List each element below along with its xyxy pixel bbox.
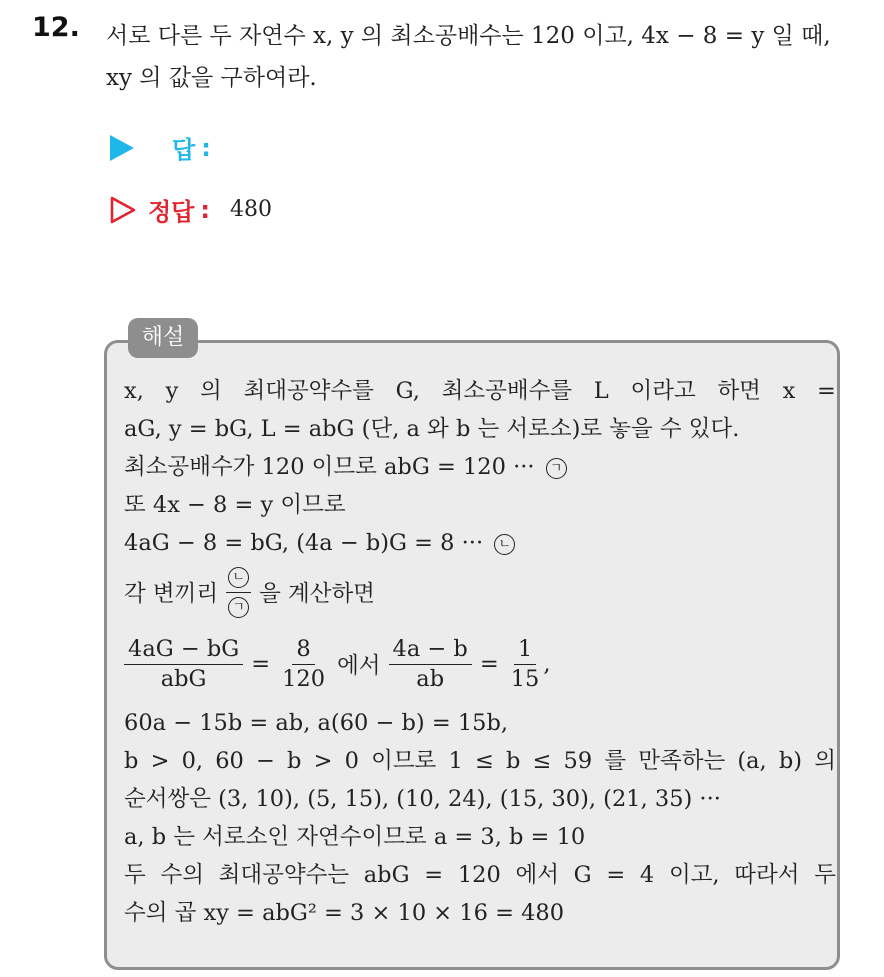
problem-text (106, 15, 876, 99)
solution-word: 만족하는 (638, 748, 726, 774)
problem-line-1: 서로 다른 두 자연수 x, y 의 최소공배수는 120 이고, 4x − 8 = y 일 때, (106, 23, 831, 49)
fraction-1-numerator: 4aG − bG (124, 637, 243, 665)
circled-nieun-marker: ㄴ (494, 534, 515, 555)
solution-line-3 (124, 448, 836, 486)
equals-sign: = (479, 651, 499, 677)
fraction-2-numerator: 8 (292, 637, 314, 665)
solution-word: x (782, 378, 796, 404)
solution-word: b (505, 748, 521, 774)
fraction-2 (278, 637, 329, 692)
solution-word: 120 (457, 862, 501, 888)
solution-line-12 (124, 856, 836, 894)
solution-word: b (287, 748, 302, 774)
solution-word: 59 (563, 748, 593, 774)
solution-word: b) (778, 748, 803, 774)
outline-triangle-icon (110, 196, 136, 224)
solution-line-11: a, b 는 서로소인 자연수이므로 a = 3, b = 10 (124, 824, 586, 850)
solution-word: > (150, 748, 170, 774)
solution-line-1 (124, 372, 836, 410)
solution-word: 최소공배수를 (441, 378, 573, 404)
solution-word: 이므로 (371, 748, 437, 774)
solution-word: = (424, 862, 444, 888)
fraction-4 (507, 637, 544, 692)
solution-line-4: 또 4x − 8 = y 이므로 (124, 492, 346, 518)
solution-word: G (573, 862, 592, 888)
solution-word: > (313, 748, 333, 774)
solution-word: ≤ (474, 748, 494, 774)
answer-label: 답 (172, 136, 196, 164)
solution-word: G, (395, 378, 420, 404)
fraction-1-denominator: abG (160, 665, 207, 692)
solution-word: L (593, 378, 609, 404)
equals-sign: = (251, 651, 271, 677)
problem-number: 12. (32, 12, 80, 43)
solution-body (124, 372, 836, 932)
answer-colon: : (201, 133, 211, 162)
fraction-3-numerator: 4a − b (389, 637, 472, 665)
solution-word: y (165, 378, 179, 404)
solution-word: 따라서 (734, 862, 800, 888)
solution-line-7 (124, 624, 836, 704)
fraction-3 (389, 637, 472, 692)
fraction-4-numerator: 1 (514, 637, 536, 665)
solution-word: − (256, 748, 275, 774)
fraction-3-denominator: ab (416, 665, 445, 692)
solution-word: 를 (604, 748, 627, 774)
fraction-1 (124, 637, 243, 692)
solution-word: b (124, 748, 139, 774)
solution-word: 0, (181, 748, 204, 774)
solution-line-3-text: 최소공배수가 120 이므로 abG = 120 ··· (124, 454, 535, 480)
solution-word: = (817, 378, 836, 404)
play-triangle-icon (110, 135, 134, 161)
solution-line-8: 60a − 15b = ab, a(60 − b) = 15b, (124, 710, 509, 736)
solution-word: 에서 (515, 862, 559, 888)
solution-word: (a, (737, 748, 767, 774)
solution-word: 1 (448, 748, 463, 774)
solution-word: 최대공약수는 (218, 862, 350, 888)
solution-line-7-tail: , (543, 651, 551, 677)
solution-line-2: aG, y = bG, L = abG (단, a 와 b 는 서로소)로 놓을 수 있다. (124, 416, 740, 442)
solution-word: 0 (344, 748, 359, 774)
solution-line-5 (124, 524, 836, 562)
fraction-4-denominator: 15 (510, 665, 540, 692)
solution-line-7-mid: 에서 (337, 653, 381, 679)
circled-nieun-marker: ㄴ (228, 567, 249, 588)
solution-word: x, (124, 378, 144, 404)
solution-word: 두 (124, 862, 146, 888)
solution-line-5-text: 4aG − 8 = bG, (4a − b)G = 8 ··· (124, 530, 484, 556)
answer-row (110, 130, 211, 165)
solution-word: = (606, 862, 626, 888)
correct-answer-row (110, 192, 272, 227)
solution-word: 최대공약수를 (243, 378, 374, 404)
problem-line-2: xy 의 값을 구하여라. (106, 65, 317, 91)
solution-word: 이고, (668, 862, 720, 888)
circle-ratio-fraction (226, 565, 251, 620)
solution-word: 의 (814, 748, 836, 774)
fraction-2-denominator: 120 (282, 665, 326, 692)
solution-word: 4 (639, 862, 655, 888)
solution-word: 의 (200, 378, 222, 404)
solution-line-6 (124, 562, 836, 622)
circled-giyeok-marker: ㄱ (228, 597, 249, 618)
solution-line-10: 순서쌍은 (3, 10), (5, 15), (10, 24), (15, 30), (21, 35) ··· (124, 786, 721, 812)
solution-word: 수의 (160, 862, 204, 888)
circled-giyeok-marker: ㄱ (546, 458, 567, 479)
solution-line-13: 수의 곱 xy = abG² = 3 × 10 × 16 = 480 (124, 900, 565, 926)
solution-line-6-pre: 각 변끼리 (124, 581, 219, 607)
solution-word: ≤ (532, 748, 552, 774)
solution-word: 60 (215, 748, 244, 774)
solution-word: 이라고 (630, 378, 696, 404)
solution-word: 두 (814, 862, 836, 888)
solution-line-6-post: 을 계산하면 (259, 581, 375, 607)
solution-word: abG (363, 862, 410, 888)
solution-tag: 해설 (128, 318, 198, 358)
correct-answer-colon: : (200, 195, 210, 224)
correct-answer-label: 정답 (148, 198, 195, 226)
solution-word: 하면 (717, 378, 761, 404)
solution-line-9 (124, 742, 836, 780)
correct-answer-value: 480 (229, 197, 272, 222)
